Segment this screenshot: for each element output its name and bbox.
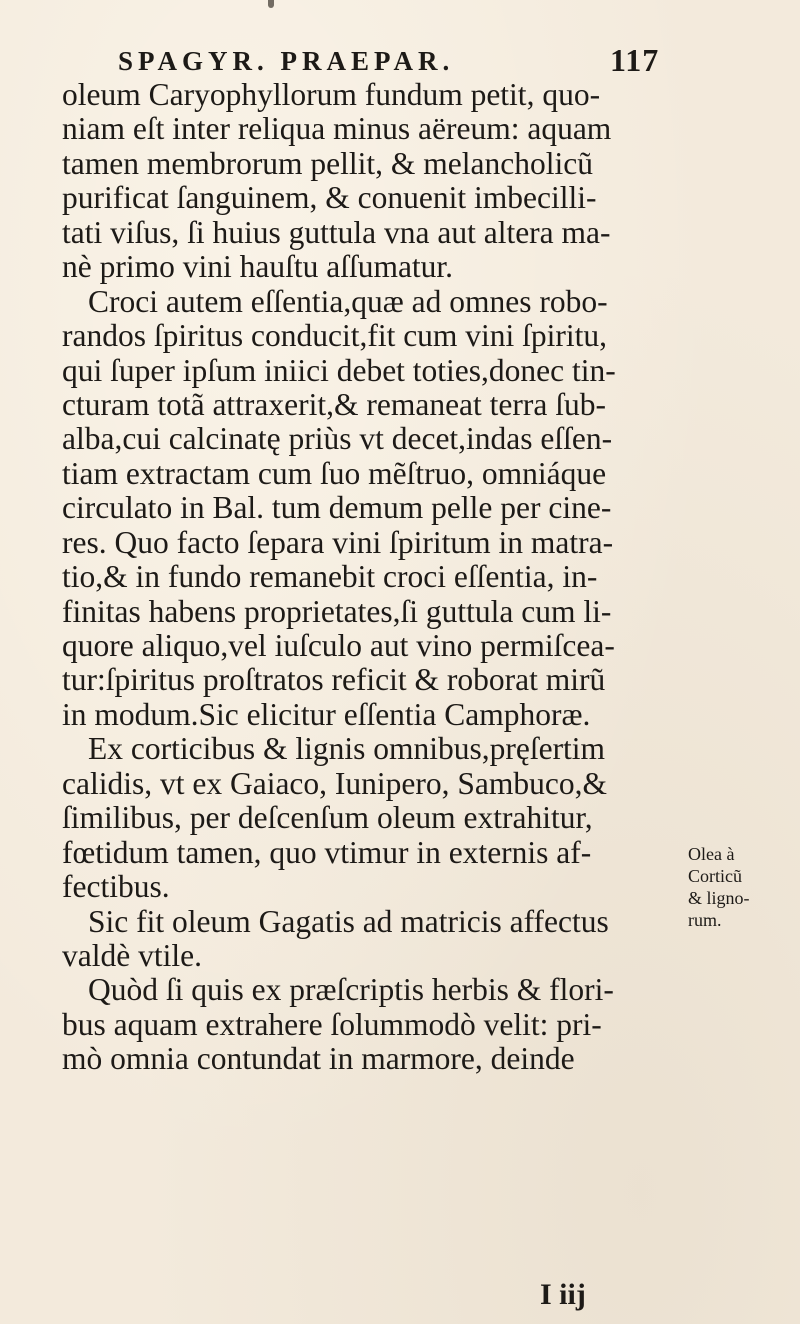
text-line: tamen membrorum pellit, & melancholicũ xyxy=(62,145,593,181)
margin-note-line: & ligno- xyxy=(688,888,750,908)
margin-note-line: Olea à xyxy=(688,844,735,864)
text-line: quore aliquo,vel iuſculo aut vino permiſcea- xyxy=(62,628,615,663)
text-line: circulato in Bal. tum demum pelle per cine- xyxy=(62,490,612,526)
margin-note xyxy=(688,843,750,931)
text-line: finitas habens proprietates,ſi guttula cum li- xyxy=(62,593,612,629)
text-line: tio,& in fundo remanebit croci eſſentia, in- xyxy=(62,559,598,595)
text-line: qui ſuper ipſum iniici debet toties,donec tin- xyxy=(62,352,616,388)
text-line: purificat ſanguinem, & conuenit imbecilli- xyxy=(62,180,597,216)
text-line: fœtidum tamen, quo vtimur in externis af- xyxy=(62,834,592,870)
text-line: cturam totã attraxerit,& remaneat terra ſub- xyxy=(62,386,606,422)
text-line: tiam extractam cum ſuo mẽſtruo, omniáque xyxy=(62,455,607,491)
text-line: in modum.Sic elicitur eſſentia Camphoræ. xyxy=(62,696,591,732)
text-line: ſimilibus, per deſcenſum oleum extrahitur, xyxy=(62,800,593,836)
text-line: tati viſus, ſi huius guttula vna aut altera ma- xyxy=(62,214,611,250)
text-line: valdè vtile. xyxy=(62,937,202,973)
margin-note-line: Corticũ xyxy=(688,866,742,886)
text-line: calidis, vt ex Gaiaco, Iunipero, Sambuco,& xyxy=(62,765,607,801)
text-line: randos ſpiritus conducit,fit cum vini ſpiritu, xyxy=(62,318,608,354)
text-line: Sic fit oleum Gagatis ad matricis affectus xyxy=(88,903,609,939)
text-line: Croci autem eſſentia,quæ ad omnes robo- xyxy=(88,283,608,319)
page-number: 117 xyxy=(610,42,660,78)
text-line: Ex corticibus & lignis omnibus,pręſertim xyxy=(88,731,606,767)
text-line: res. Quo facto ſepara vini ſpiritum in matra- xyxy=(62,524,614,560)
text-line: tur:ſpiritus proſtratos reficit & roborat mirũ xyxy=(62,662,606,698)
text-line: mò omnia contundat in marmore, deinde xyxy=(62,1041,575,1077)
signature-mark: I iij xyxy=(540,1278,586,1311)
text-line: Quòd ſi quis ex præſcriptis herbis & flori- xyxy=(88,972,614,1008)
running-head: SPAGYR. PRAEPAR. xyxy=(118,46,455,76)
text-line: oleum Caryophyllorum fundum petit, quo- xyxy=(62,77,601,112)
text-line: alba,cui calcinatę priùs vt decet,indas eſſen- xyxy=(62,421,613,457)
text-line: nè primo vini hauſtu aſſumatur. xyxy=(62,249,454,285)
ink-mark xyxy=(268,0,274,8)
text-line: fectibus. xyxy=(62,869,170,905)
text-line: niam eſt inter reliqua minus aëreum: aquam xyxy=(62,111,612,147)
body-text xyxy=(62,78,662,1077)
text-line: bus aquam extrahere ſolummodò velit: pri- xyxy=(62,1006,602,1042)
margin-note-line: rum. xyxy=(688,910,722,930)
